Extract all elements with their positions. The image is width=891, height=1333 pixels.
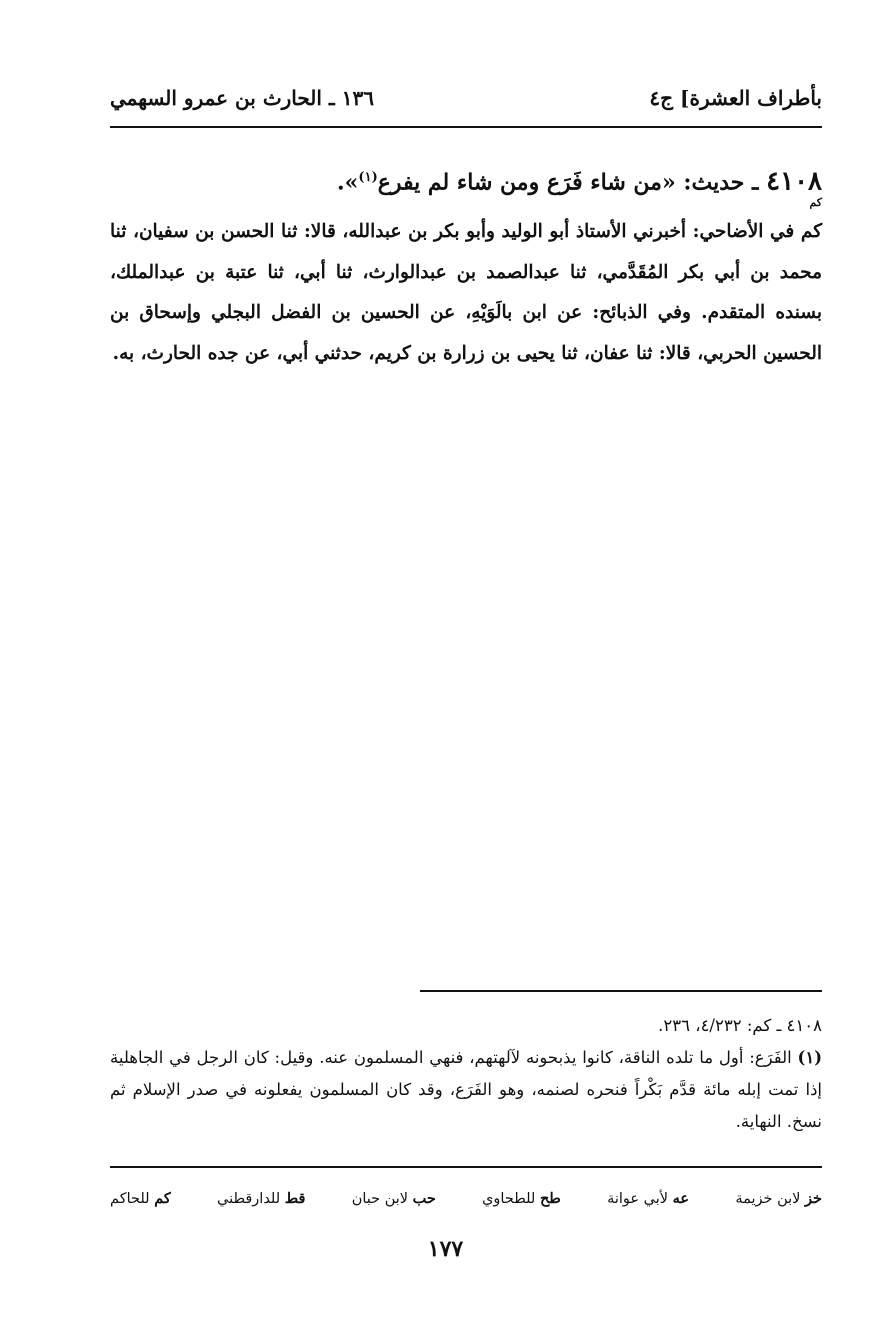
legend-item: خز لابن خزيمة bbox=[735, 1189, 822, 1207]
footnote-1 bbox=[110, 1042, 822, 1138]
header-section-title: ١٣٦ ـ الحارث بن عمرو السهمي bbox=[110, 86, 374, 110]
entry-title bbox=[110, 160, 822, 200]
footnote-marker[interactable]: (١) bbox=[358, 170, 378, 185]
legend-item: عه لأبي عوانة bbox=[607, 1189, 690, 1207]
abbreviations-legend bbox=[110, 1183, 822, 1213]
footnote-rule bbox=[420, 990, 822, 992]
legend-rule bbox=[110, 1166, 822, 1168]
header-rule bbox=[110, 126, 822, 128]
footnote-1-label: (١) bbox=[797, 1048, 822, 1067]
footnote-reference-line: ٤١٠٨ ـ كم: ٤/٢٣٢، ٢٣٦. bbox=[658, 1016, 822, 1035]
entry-title-text: ـ حديث: «من شاء فَرَع ومن شاء لم يفرع bbox=[377, 169, 767, 196]
legend-item: طح للطحاوي bbox=[482, 1189, 561, 1207]
entry-body: كم في الأضاحي: أخبرني الأستاذ أبو الوليد وأبو بكر بن عبدالله، قالا: ثنا الحسن بن سفيان، ثنا محمد بن أبي بكر المُقَدَّمي، ثنا عبدالصمد بن عبدالوارث، ثنا أبي، ثنا عتبة بن عبدالملك، بسنده المتقدم. وفي الذبائح: عن ابن بالَوَيْهِ، عن الحسين بن الفضل البجلي وإسحاق بن الحسين الحربي، قالا: ثنا عفان، ثنا يحيى بن زرارة بن كريم، حدثني أبي، عن جده الحارث، به. bbox=[110, 221, 822, 364]
footnote-1-text: الفَرَع: أول ما تلده الناقة، كانوا يذبحونه لآلهتهم، فنهي المسلمون عنه. وقيل: كان الرجل في الجاهلية إذا تمت إبله مائة قدَّم بَكْراً فنحره لصنمه، وهو الفَرَع، وقد كان المسلمون يفعلونه في صدر الإسلام ثم نسخ. النهاية. bbox=[110, 1048, 822, 1131]
legend-item: قط للدارقطني bbox=[217, 1189, 306, 1207]
legend-item: كم للحاكم bbox=[110, 1189, 171, 1207]
page-number: ١٧٧ bbox=[427, 1236, 464, 1262]
hadith-entry bbox=[110, 160, 822, 374]
source-siglum: كم bbox=[809, 196, 822, 209]
header-volume-title: بأطراف العشرة] ج٤ bbox=[649, 86, 822, 110]
footnotes bbox=[110, 1010, 822, 1138]
running-header bbox=[110, 78, 822, 118]
entry-number: ٤١٠٨ bbox=[766, 166, 822, 197]
entry-title-end: ». bbox=[337, 169, 359, 196]
legend-item: حب لابن حبان bbox=[351, 1189, 436, 1207]
